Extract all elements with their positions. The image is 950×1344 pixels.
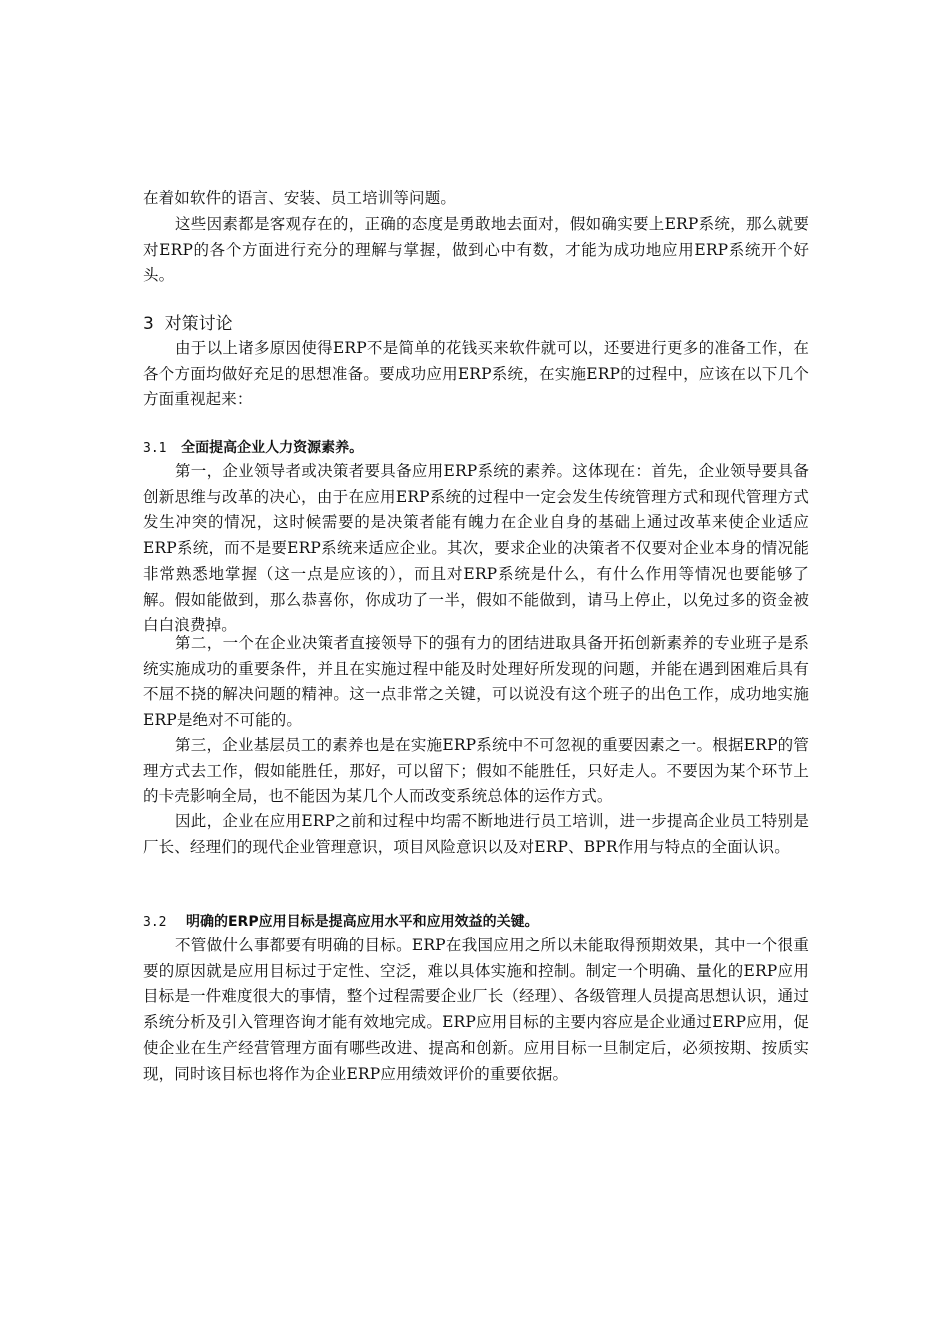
section-3-1-title: 全面提高企业人力资源素养。: [181, 440, 364, 456]
section-3-number: 3: [143, 314, 154, 334]
section-3-2-heading: [143, 910, 539, 935]
section-3-1-paragraph-4: 因此，企业在应用ERP之前和过程中均需不断地进行员工培训，进一步提高企业员工特别是厂长、经理们的现代企业管理意识，项目风险意识以及对ERP、BPR作用与特点的全面认识。: [143, 812, 809, 856]
section-3-1-heading: [143, 436, 363, 461]
section-3-2-title: 明确的ERP应用目标是提高应用水平和应用效益的关键。: [185, 914, 539, 930]
intro-paragraph: 在着如软件的语言、安装、员工培训等问题。: [143, 189, 457, 207]
section-3-1-paragraph-2: 第二，一个在企业决策者直接领导下的强有力的团结进取具备开拓创新素养的专业班子是系统实施成功的重要条件，并且在实施过程中能及时处理好所发现的问题，并能在遇到困难后具有不屈不挠的解决问题的精神。这一点非常之关键，可以说没有这个班子的出色工作，成功地实施ERP是绝对不可能的。: [143, 634, 809, 730]
section-3-2-number: 3.2: [143, 915, 167, 930]
section-3-1-number: 3.1: [143, 441, 167, 456]
section-3-paragraph: 由于以上诸多原因使得ERP不是简单的花钱买来软件就可以，还要进行更多的准备工作，在各个方面均做好充足的思想准备。要成功应用ERP系统，在实施ERP的过程中，应该在以下几个方面重视起来：: [143, 339, 809, 409]
section-3-2-paragraph-1: 不管做什么事都要有明确的目标。ERP在我国应用之所以未能取得预期效果，其中一个很重要的原因就是应用目标过于定性、空泛，难以具体实施和控制。制定一个明确、量化的ERP应用目标是一件难度很大的事情，整个过程需要企业厂长（经理）、各级管理人员提高思想认识，通过系统分析及引入管理咨询才能有效地完成。ERP应用目标的主要内容应是企业通过ERP应用，促使企业在生产经营管理方面有哪些改进、提高和创新。应用目标一旦制定后，必须按期、按质实现，同时该目标也将作为企业ERP应用绩效评价的重要依据。: [143, 936, 809, 1083]
section-3-title: 对策讨论: [164, 314, 233, 334]
section-3-1-paragraph-3: 第三，企业基层员工的素养也是在实施ERP系统中不可忽视的重要因素之一。根据ERP的管理方式去工作，假如能胜任，那好，可以留下；假如不能胜任，只好走人。不要因为某个环节上的卡壳影响全局，也不能因为某几个人而改变系统总体的运作方式。: [143, 736, 809, 806]
section-3-heading: [143, 311, 233, 337]
factors-paragraph: 这些因素都是客观存在的，正确的态度是勇敢地去面对，假如确实要上ERP系统，那么就要对ERP的各个方面进行充分的理解与掌握，做到心中有数，才能为成功地应用ERP系统开个好头。: [143, 215, 809, 285]
section-3-1-paragraph-1: 第一，企业领导者或决策者要具备应用ERP系统的素养。这体现在：首先，企业领导要具备创新思维与改革的决心，由于在应用ERP系统的过程中一定会发生传统管理方式和现代管理方式发生冲突的情况，这时候需要的是决策者能有魄力在企业自身的基础上通过改革来使企业适应ERP系统，而不是要ERP系统来适应企业。其次，要求企业的决策者不仅要对企业本身的情况能非常熟悉地掌握（这一点是应该的），而且对ERP系统是什么，有什么作用等情况也要能够了解。假如能做到，那么恭喜你，你成功了一半，假如不能做到，请马上停止，以免过多的资金被白白浪费掉。: [143, 462, 809, 635]
